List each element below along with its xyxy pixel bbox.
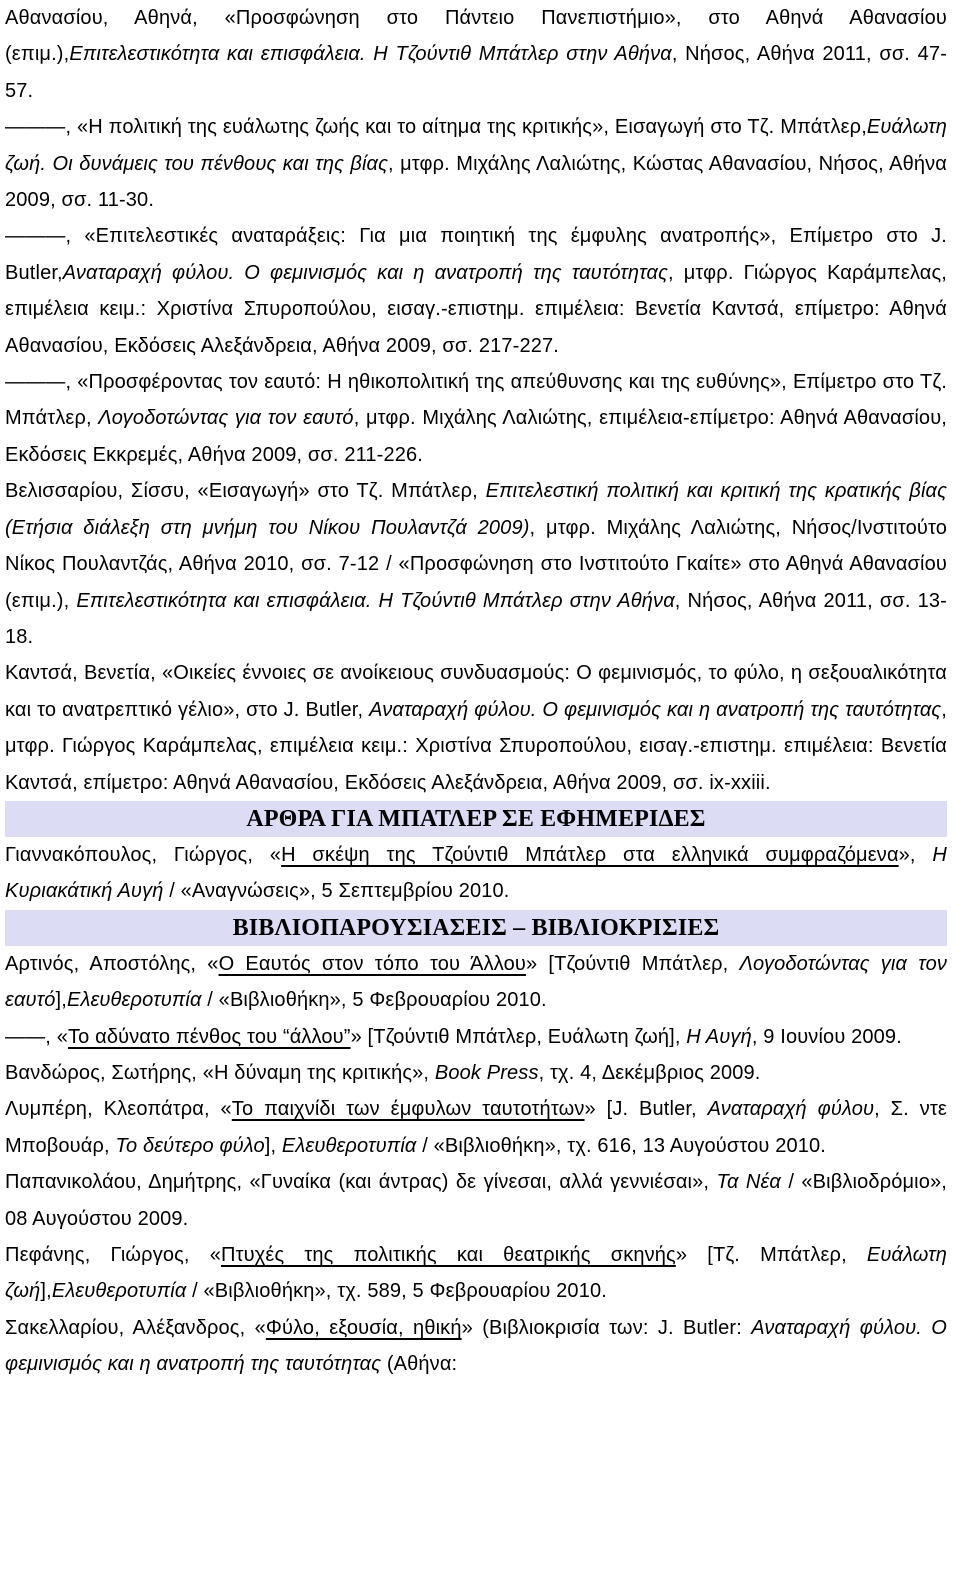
entry-text: , μτφρ. Γιώργος Καράμπελας, επιμέλεια κειμ.: Χριστίνα Σπυροπούλου, εισαγ.-επιστημ. επιμέλεια: Βενετία Καντσά, επίμετρο: Αθηνά Αθανασίου, Εκδόσεις Αλεξάνδρεια, Αθήνα 2009, σσ. 217-227. — [5, 261, 948, 357]
italic-title: Αναταραχή φύλου. Ο φεμινισμός και η ανατροπή της ταυτότητας — [5, 1316, 947, 1376]
italic-title: Επιτελεστική πολιτική και κριτική της κρατικής βίας (Ετήσια διάλεξη στη μνήμη του Νίκου Πουλαντζά 2009) — [5, 480, 947, 539]
entry-text: ———, «Η πολιτική της ευάλωτης ζωής και το αίτημα της κριτικής», Εισαγωγή στο Τζ. Μπάτλερ, — [5, 116, 867, 139]
entry-text: » [Τζούντιθ Μπάτλερ, Ευάλωτη ζωή], — [350, 1025, 687, 1048]
italic-title: Αναταραχή φύλου. Ο φεμινισμός και η ανατροπή της ταυτότητας — [62, 261, 668, 284]
entry-text: / «Βιβλιοθήκη», τχ. 616, 13 Αυγούστου 2010. — [416, 1134, 826, 1157]
bibliography-entry — [5, 1237, 947, 1310]
entry-text: , μτφρ. Μιχάλης Λαλιώτης, επιμέλεια-επίμετρο: Αθηνά Αθανασίου, Εκδόσεις Εκκρεμές, Αθήνα 2009, σσ. 211-226. — [5, 407, 947, 466]
entry-text: » [Τζ. Μπάτλερ, — [675, 1244, 867, 1266]
italic-title: Τα Νέα — [716, 1171, 781, 1194]
bibliography-entry — [5, 473, 947, 655]
bibliography-entry — [5, 109, 947, 218]
entry-text: , μτφρ. Μιχάλης Λαλιώτης, Νήσος/Ινστιτούτο Νίκος Πουλαντζάς, Αθήνα 2010, σσ. 7-12 / «Προσφώνηση στο Ινστιτούτο Γκαίτε» στο Αθηνά Αθανασίου (επιμ.), — [5, 516, 948, 612]
italic-title: Το δεύτερο φύλο — [115, 1134, 265, 1157]
entry-text: Γιαννακόπουλος, Γιώργος, « — [5, 843, 282, 866]
italic-title: Λογοδοτώντας για τον εαυτό — [98, 407, 354, 430]
italic-title: Επιτελεστικότητα και επισφάλεια. Η Τζούντιθ Μπάτλερ στην Αθήνα — [69, 43, 672, 66]
entry-text: ———, «Επιτελεστικές αναταράξεις: Για μια ποιητική της έμφυλης ανατροπής», Επίμετρο στο J. Butler, — [5, 225, 947, 284]
article-link[interactable]: Ο Εαυτός στον τόπο του Άλλου — [218, 952, 526, 975]
bibliography-entry — [5, 1310, 947, 1383]
italic-title: Λογοδοτώντας για τον εαυτό — [5, 952, 948, 1012]
entry-text: Πεφάνης, Γιώργος, « — [5, 1244, 222, 1266]
section-heading: ΒΙΒΛΙΟΠΑΡΟΥΣΙΑΣΕΙΣ – ΒΙΒΛΙΟΚΡΙΣΙΕΣ — [5, 910, 947, 946]
italic-title: Η Αυγή — [686, 1025, 752, 1048]
entry-text: ], — [264, 1134, 282, 1157]
bibliography-entry — [5, 946, 947, 1019]
entry-text: / «Βιβλιοθήκη», 5 Φεβρουαρίου 2010. — [201, 989, 547, 1012]
entry-text: » [J. Butler, — [584, 1098, 708, 1121]
italic-title: Αναταραχή φύλου. Ο φεμινισμός και η ανατροπή της ταυτότητας — [369, 698, 942, 721]
entry-text: Καντσά, Βενετία, «Οικείες έννοιες σε ανοίκειους συνδυασμούς: Ο φεμινισμός, το φύλο, η σεξουαλικότητα και το ανατρεπτικό γέλιο», στο J. Butler, — [5, 662, 947, 721]
article-link[interactable]: Φύλο, εξουσία, ηθική — [265, 1316, 462, 1339]
italic-title: Ελευθεροτυπία — [51, 1280, 187, 1303]
entry-text: » [Τζούντιθ Μπάτλερ, — [525, 952, 740, 975]
entry-text: ], — [55, 989, 67, 1012]
section-heading: ΑΡΘΡΑ ΓΙΑ ΜΠΑΤΛΕΡ ΣΕ ΕΦΗΜΕΡΙΔΕΣ — [5, 801, 947, 837]
entry-text: Παπανικολάου, Δημήτρης, «Γυναίκα (και άντρας) δε γίνεσαι, αλλά γεννιέσαι», — [5, 1171, 717, 1194]
article-link[interactable]: Το αδύνατο πένθος του “άλλου” — [68, 1025, 351, 1048]
italic-title: Ευάλωτη ζωή — [5, 1244, 947, 1303]
italic-title: Book Press — [434, 1061, 539, 1084]
entry-text: Αρτινός, Αποστόλης, « — [5, 952, 219, 975]
italic-title: Αναταραχή φύλου — [707, 1098, 875, 1121]
entry-text: / «Βιβλιοθήκη», τχ. 589, 5 Φεβρουαρίου 2010. — [186, 1280, 607, 1303]
entry-text: , Νήσος, Αθήνα 2011, σσ. 13-18. — [5, 589, 947, 648]
entry-text: , Νήσος, Αθήνα 2011, σσ. 47-57. — [5, 43, 948, 102]
entry-text: ——, « — [5, 1025, 68, 1048]
entry-text: , μτφρ. Μιχάλης Λαλιώτης, Κώστας Αθανασίου, Νήσος, Αθήνα 2009, σσ. 11-30. — [5, 152, 947, 212]
entry-text: ], — [40, 1280, 52, 1303]
italic-title: Ελευθεροτυπία — [66, 989, 202, 1012]
entry-text: Βανδώρος, Σωτήρης, «Η δύναμη της κριτικής», — [5, 1061, 435, 1084]
italic-title: Ελευθεροτυπία — [281, 1134, 417, 1157]
bibliography-entry — [5, 1019, 947, 1055]
entry-text: Σακελλαρίου, Αλέξανδρος, « — [5, 1316, 266, 1339]
entry-text: , μτφρ. Γιώργος Καράμπελας, επιμέλεια κειμ.: Χριστίνα Σπυροπούλου, εισαγ.-επιστημ. επιμέλεια: Βενετία Καντσά, επίμετρο: Αθηνά Αθανασίου, Εκδόσεις Αλεξάνδρεια, Αθήνα 2009, σσ. ix-xxiii. — [5, 698, 947, 794]
entry-text: Λυμπέρη, Κλεοπάτρα, « — [5, 1098, 232, 1121]
entry-text: , Σ. ντε Μποβουάρ, — [5, 1098, 947, 1157]
italic-title: Επιτελεστικότητα και επισφάλεια. Η Τζούντιθ Μπάτλερ στην Αθήνα — [76, 589, 675, 612]
entry-text: Αθανασίου, Αθηνά, «Προσφώνηση στο Πάντειο Πανεπιστήμιο», στο Αθηνά Αθανασίου (επιμ.), — [5, 7, 947, 66]
bibliography-entry — [5, 364, 947, 473]
entry-text: , 9 Ιουνίου 2009. — [751, 1025, 902, 1048]
article-link[interactable]: Πτυχές της πολιτικής και θεατρικής σκηνής — [221, 1244, 676, 1266]
italic-title: Η Κυριακάτική Αυγή — [5, 843, 947, 903]
entry-text: », — [898, 843, 933, 866]
article-link[interactable]: Η σκέψη της Τζούντιθ Μπάτλερ στα ελληνικά συμφραζόμενα — [281, 843, 899, 866]
entry-text: ———, «Προσφέροντας τον εαυτό: Η ηθικοπολιτική της απεύθυνσης και της ευθύνης», Επίμετρο στο Τζ. Μπάτλερ, — [5, 371, 947, 430]
entry-text: , τχ. 4, Δεκέμβριος 2009. — [538, 1061, 761, 1084]
article-link[interactable]: Το παιχνίδι των έμφυλων ταυτοτήτων — [231, 1098, 585, 1121]
bibliography-entry — [5, 1091, 947, 1164]
bibliography-entry — [5, 1055, 947, 1091]
entry-text: (Αθήνα: — [381, 1353, 458, 1376]
entry-text: / «Αναγνώσεις», 5 Σεπτεμβρίου 2010. — [163, 880, 510, 903]
entry-text: » (Βιβλιοκρισία των: J. Butler: — [461, 1316, 752, 1339]
entry-text: Βελισσαρίου, Σίσσυ, «Εισαγωγή» στο Τζ. Μπάτλερ, — [5, 480, 486, 503]
entry-text: / «Βιβλιοδρόμιο», 08 Αυγούστου 2009. — [5, 1171, 948, 1230]
bibliography-entry — [5, 1164, 947, 1237]
bibliography-entry — [5, 837, 947, 910]
bibliography-entry — [5, 655, 947, 801]
italic-title: Ευάλωτη ζωή. Οι δυνάμεις του πένθους και της βίας — [5, 116, 947, 175]
bibliography-entry — [5, 0, 947, 109]
bibliography-entry — [5, 218, 947, 364]
